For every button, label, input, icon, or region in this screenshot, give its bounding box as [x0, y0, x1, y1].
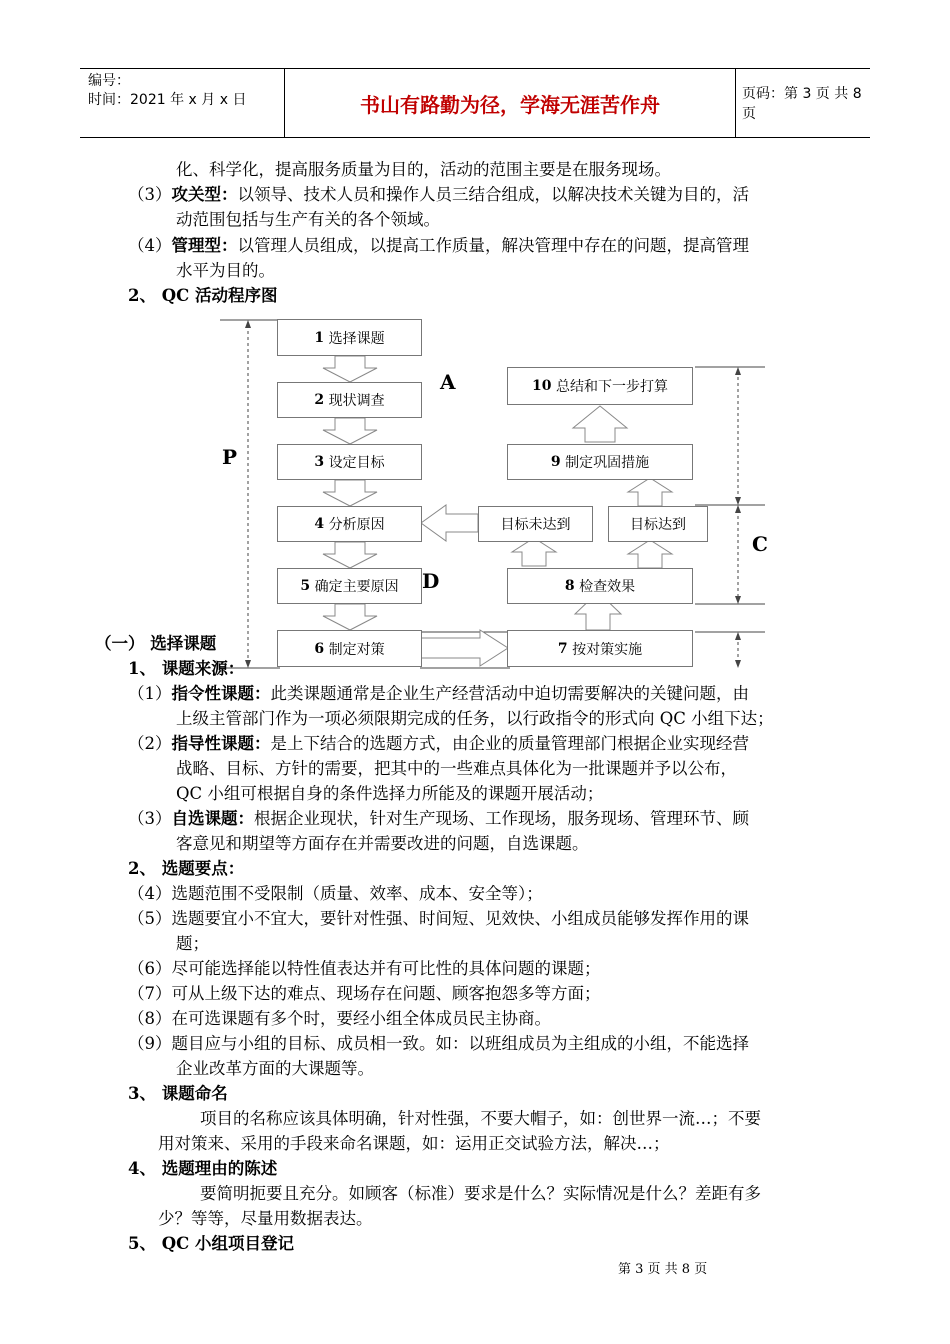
flow-step-8 — [507, 568, 693, 604]
flow-step-7 — [507, 630, 693, 667]
arrow-8-not-reached — [512, 538, 556, 566]
sub-heading-1: 1、 课题来源： — [128, 659, 245, 678]
item-number: （1） — [128, 684, 172, 703]
naming-line-2: 用对策来、采用的手段来命名课题，如：运用正交试验方法，解决…； — [158, 1134, 670, 1153]
step-number: 9 — [550, 454, 561, 470]
item-title: 自选课题： — [171, 809, 254, 828]
sub-heading-4: 4、 选题理由的陈述 — [128, 1159, 278, 1178]
arrow-6-7 — [420, 630, 508, 666]
source-item-2-cont: 战略、目标、方针的需要，把其中的一些难点具体化为一批课题并予以公布， — [176, 759, 737, 778]
source-item-1-cont: 上级主管部门作为一项必须限期完成的任务，以行政指令的形式向 QC 小组下达； — [176, 709, 774, 728]
arrow-2-3 — [323, 418, 377, 444]
point-6: （6）尽可能选择能以特性值表达并有可比性的具体问题的课题； — [128, 959, 601, 978]
section-2-heading: 2、 QC 活动程序图 — [128, 286, 278, 305]
step-number: 3 — [314, 454, 325, 470]
phase-letter-c: C — [752, 532, 768, 556]
point-5: （5）选题要宜小不宜大，要针对性强、时间短、见效快、小组成员能够发挥作用的课 — [128, 909, 749, 928]
naming-line-1: 项目的名称应该具体明确，针对性强，不要大帽子，如：创世界一流…；不要 — [200, 1109, 761, 1128]
item-text: 根据企业现状，针对生产现场、工作现场，服务现场、管理环节、顾 — [254, 809, 749, 828]
item-title: 攻关型： — [171, 185, 238, 204]
item-number: （2） — [128, 734, 172, 753]
step-label: 分析原因 — [328, 517, 385, 533]
arrow-5-6 — [323, 604, 377, 630]
flow-step-3 — [277, 444, 422, 480]
flow-step-5 — [277, 568, 422, 604]
step-label: 按对策实施 — [572, 641, 643, 658]
point-5-cont: 题； — [176, 934, 209, 953]
arrow-9-10 — [573, 406, 627, 442]
item-text: 是上下结合的选题方式，由企业的质量管理部门根据企业实现经营 — [270, 734, 749, 753]
reason-line-1: 要简明扼要且充分。如顾客（标准）要求是什么？实际情况是什么？差距有多 — [200, 1184, 761, 1203]
point-8: （8）在可选课题有多个时，要经小组全体成员民主协商。 — [128, 1009, 551, 1028]
item-title: 指令性课题： — [171, 684, 271, 703]
phase-letter-a: A — [440, 370, 456, 394]
item-text: 以领导、技术人员和操作人员三结合组成，以解决技术关键为目的，活 — [237, 185, 749, 204]
point-9: （9）题目应与小组的目标、成员相一致。如：以班组成员为主组成的小组，不能选择 — [128, 1034, 749, 1053]
step-number: 5 — [300, 578, 311, 594]
arrow-1-2 — [323, 356, 377, 382]
source-item-3-cont: 客意见和期望等方面存在并需要改进的问题，自选课题。 — [176, 834, 589, 853]
step-label: 现状调查 — [328, 393, 385, 409]
flow-step-10 — [507, 367, 693, 405]
arrow-3-4 — [323, 480, 377, 506]
item-number: （4） — [128, 236, 172, 255]
intro-item-3-cont: 动范围包括与生产有关的各个领域。 — [176, 210, 440, 229]
step-label: 制定对策 — [328, 641, 385, 658]
source-item-2 — [128, 732, 749, 756]
sub-heading-3: 3、 课题命名 — [128, 1084, 228, 1103]
section-one-heading: （一） 选择课题 — [95, 634, 217, 653]
source-item-1 — [128, 682, 749, 706]
item-text: 此类课题通常是企业生产经营活动中迫切需要解决的关键问题，由 — [270, 684, 749, 703]
flow-not-reached: 目标未达到 — [478, 506, 593, 542]
source-item-2-cont2: QC 小组可根据自身的条件选择力所能及的课题开展活动； — [176, 784, 604, 803]
intro-item-4-cont: 水平为目的。 — [176, 261, 275, 280]
step-label: 选择课题 — [328, 330, 385, 347]
number-label: 编号： — [88, 73, 130, 89]
step-number: 6 — [314, 640, 325, 657]
flow-step-9 — [507, 444, 693, 480]
source-item-3 — [128, 807, 749, 831]
step-number: 4 — [314, 516, 325, 532]
step-number: 1 — [314, 329, 325, 346]
footer-page-number: 第 3 页 共 8 页 — [618, 1262, 708, 1277]
flow-step-4 — [277, 506, 422, 542]
flow-step-1 — [277, 319, 422, 356]
item-number: （3） — [128, 185, 172, 204]
point-9-cont: 企业改革方面的大课题等。 — [176, 1059, 374, 1078]
flow-step-2 — [277, 382, 422, 418]
arrow-to-analyze — [421, 505, 478, 541]
arrow-8-reached — [628, 540, 672, 568]
sub-heading-2: 2、 选题要点： — [128, 859, 245, 878]
step-label: 设定目标 — [328, 455, 385, 471]
arrow-reached-9 — [628, 478, 672, 506]
phase-letter-p: P — [222, 445, 238, 469]
step-number: 7 — [557, 640, 568, 657]
step-label: 制定巩固措施 — [565, 455, 650, 471]
step-label: 检查效果 — [579, 579, 636, 595]
item-title: 指导性课题： — [171, 734, 271, 753]
header-page-code: 页码：第 3 页 共 8 页 — [742, 86, 862, 122]
step-number: 10 — [532, 378, 552, 394]
time-label: 时间：2021 年 x 月 x 日 — [88, 92, 247, 108]
point-4: （4）选题范围不受限制（质量、效率、成本、安全等）； — [128, 884, 543, 903]
item-number: （3） — [128, 809, 172, 828]
phase-letter-d: D — [422, 569, 440, 593]
flow-step-6 — [277, 630, 422, 667]
step-label: 确定主要原因 — [314, 579, 399, 595]
arrow-4-5 — [323, 542, 377, 568]
item-text: 以管理人员组成，以提高工作质量，解决管理中存在的问题，提高管理 — [237, 236, 749, 255]
item-title: 管理型： — [171, 236, 238, 255]
header-motto: 书山有路勤为径，学海无涯苦作舟 — [284, 69, 736, 137]
step-number: 2 — [314, 392, 325, 408]
step-label: 总结和下一步打算 — [555, 379, 668, 395]
intro-line-0: 化、科学化，提高服务质量为目的，活动的范围主要是在服务现场。 — [176, 160, 671, 179]
flow-reached: 目标达到 — [608, 506, 708, 542]
point-7: （7）可从上级下达的难点、现场存在问题、顾客抱怨多等方面； — [128, 984, 601, 1003]
step-number: 8 — [564, 578, 575, 594]
reason-line-2: 少？等等，尽量用数据表达。 — [158, 1209, 373, 1228]
sub-heading-5: 5、 QC 小组项目登记 — [128, 1234, 294, 1253]
